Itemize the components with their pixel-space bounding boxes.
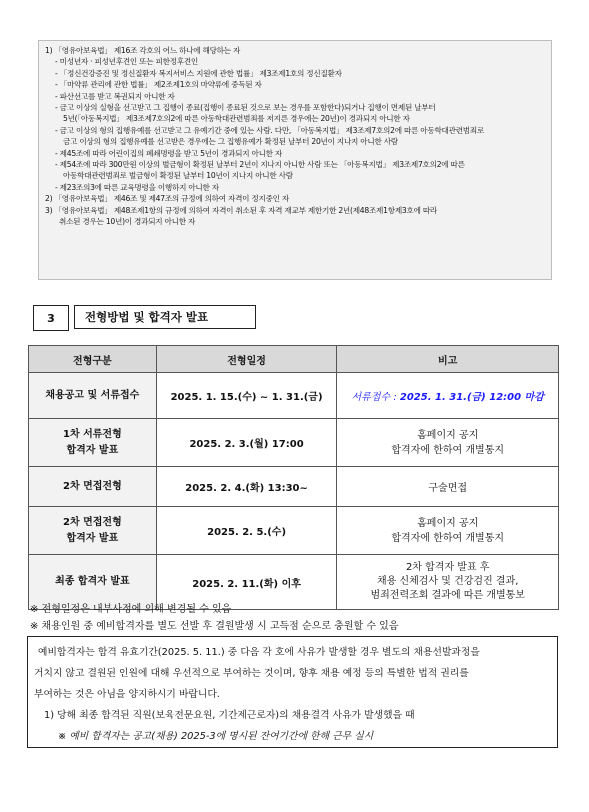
note-line: 홈페이지 공지 [417,517,479,529]
stage-label: 채용공고 및 서류접수 [45,389,140,401]
stage-label: 1차 서류전형 [62,428,122,440]
note-cell [337,419,559,467]
eligibility-line: - 파산선고를 받고 복권되지 아니한 자 [55,91,175,101]
section-title: 전형방법 및 합격자 발표 [74,305,256,329]
note-line: 범죄전력조회 결과에 따른 개별통보 [370,590,525,601]
note-line: 홈페이지 공지 [417,429,479,441]
eligibility-line: 아동학대관련범죄로 벌금형이 확정된 날부터 10년이 지나지 아니한 사람 [63,171,293,181]
reserve-line: 예비합격자는 합격 유효기간(2025. 5. 11.) 중 다음 각 호에 사유가 발생할 경우 별도의 채용선발과정을 [38,647,480,658]
column-header: 전형구분 [29,346,157,373]
date-cell: 2025. 2. 3.(월) 17:00 [156,419,337,467]
schedule-table [28,345,559,610]
note-cell [337,467,559,507]
reserve-notice-box [27,636,558,748]
footnote: ※ 채용인원 중 예비합격자를 별도 선발 후 결원발생 시 고득점 순으로 충원할 수 있음 [30,621,399,632]
eligibility-line: - 「마약류 관리에 관한 법률」 제2조제1호의 마약류에 중독된 자 [55,80,262,90]
date-cell: 2025. 1. 15.(수) ~ 1. 31.(금) [156,373,337,419]
date-cell: 2025. 2. 11.(화) 이후 [156,555,337,610]
stage-label: 합격자 발표 [66,532,119,544]
table-row [29,507,559,555]
table-row [29,467,559,507]
reserve-line: 거치지 않고 결원된 인원에 대해 우선적으로 부여하는 것이며, 향후 채용 예정 등의 특별한 법적 권리를 [34,668,469,679]
eligibility-line: 1) 「영유아보육법」 제16조 각호의 어느 하나에 해당하는 자 [45,46,241,55]
eligibility-line: - 금고 이상의 형의 집행유예를 선고받고 그 유예기간 중에 있는 사람. 다만, 「아동복지법」 제3조제7호의2에 따른 아동학대관련범죄로 [55,125,485,135]
note-prefix: 서류접수 : [351,392,400,403]
column-header: 전형일정 [156,346,337,373]
note-line: 채용 신체검사 및 건강검진 결과, [376,576,519,587]
stage-cell [29,373,157,419]
eligibility-line: - 「정신건강증진 및 정신질환자 복지서비스 지원에 관한 법률」 제3조제1호의 정신질환자 [55,68,342,78]
date-cell: 2025. 2. 4.(화) 13:30~ [156,467,337,507]
stage-label: 2차 면접전형 [62,516,122,528]
table-header-row [29,346,559,373]
eligibility-line: - 금고 이상의 실형을 선고받고 그 집행이 종료(집행이 종료된 것으로 보는 경우를 포함한다)되거나 집행이 면제된 날부터 [55,103,436,113]
eligibility-line: - 제23조의3에 따른 교육명령을 이행하지 아니한 자 [55,182,219,192]
eligibility-line: 3) 「영유아보육법」 제48조제1항의 규정에 의하여 자격이 취소된 후 자격 재교부 제한기한 2년(제48조제1항제3호에 따라 [45,205,437,215]
stage-label: 2차 면접전형 [62,480,122,492]
deadline-text: 2025. 1. 31.(금) 12:00 마감 [399,392,544,403]
reserve-line: 1) 당해 최종 합격된 직원(보육전문요원, 기간제근로자)의 채용결격 사유가 발생했을 때 [44,710,415,721]
eligibility-line: 5년(「아동복지법」 제3조제7호의2에 따른 아동학대관련범죄를 저지른 경우에는 20년)이 경과되지 아니한 자 [63,114,410,124]
eligibility-box [38,40,552,280]
reserve-note: ※ 예비 합격자는 공고(채용) 2025-3에 명시된 잔여기간에 한해 근무 실시 [58,731,374,742]
table-row [29,373,559,419]
eligibility-line: - 미성년자 · 피성년후견인 또는 피한정후견인 [55,57,199,67]
note-cell [337,507,559,555]
note-line: 합격자에 한하여 개별통지 [391,532,505,544]
note-cell [337,555,559,610]
note-line: 2차 합격자 발표 후 [405,562,490,573]
column-header: 비고 [337,346,559,373]
reserve-line: 부여하는 것은 아님을 양지하시기 바랍니다. [34,689,220,700]
eligibility-line: 2) 「영유아보육법」 제46조 및 제47조의 규정에 의하여 자격이 정지중인 자 [45,194,290,204]
stage-cell [29,467,157,507]
note-line: 합격자에 한하여 개별통지 [391,444,505,456]
table-row [29,419,559,467]
note-cell [337,373,559,419]
stage-label: 합격자 발표 [66,444,119,456]
eligibility-line: - 제45조에 따라 어린이집의 폐쇄명령을 받고 5년이 경과되지 아니한 자 [55,148,283,158]
footnote: ※ 전형일정은 내부사정에 의해 변경될 수 있음 [30,604,232,615]
eligibility-line: 취소된 경우는 10년)이 경과되지 아니한 자 [59,217,196,227]
note-line: 구술면접 [428,483,468,494]
section-heading [33,305,256,331]
eligibility-line: - 제54조에 따라 300만원 이상의 벌금형이 확정된 날부터 2년이 지나지 아니한 사람 또는 「아동복지법」 제3조제7호의2에 따른 [55,160,465,170]
eligibility-line: 금고 이상의 형의 집행유예를 선고받은 경우에는 그 집행유예가 확정된 날부터 20년이 지나지 아니한 사람 [63,137,398,147]
stage-cell [29,419,157,467]
section-number: 3 [33,305,69,331]
date-cell: 2025. 2. 5.(수) [156,507,337,555]
stage-cell [29,507,157,555]
stage-label: 최종 합격자 발표 [55,576,130,587]
